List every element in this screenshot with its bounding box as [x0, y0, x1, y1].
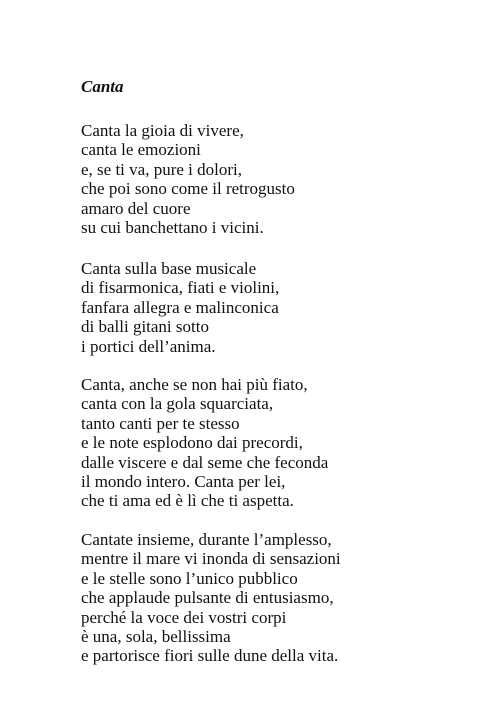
poem-line: di fisarmonica, fiati e violini, [81, 278, 280, 298]
poem-line: è una, sola, bellissima [81, 627, 231, 647]
stanza-4 [81, 530, 341, 666]
poem-line: fanfara allegra e malinconica [81, 297, 279, 317]
poem-line: canta le emozioni [81, 140, 201, 160]
poem-line: e le stelle sono l’unico pubblico [81, 568, 298, 588]
poem-line: perché la voce dei vostri corpi [81, 607, 287, 627]
poem-line: che ti ama ed è lì che ti aspetta. [81, 491, 294, 511]
poem-line: e le note esplodono dai precordi, [81, 433, 303, 453]
poem-line: Canta sulla base musicale [81, 259, 257, 278]
stanza-1 [81, 121, 295, 237]
poem-line: canta con la gola squarciata, [81, 394, 274, 414]
poem-line: e partorisce fiori sulle dune della vita. [81, 646, 339, 666]
poem-line: che applaude pulsante di entusiasmo, [81, 588, 334, 608]
poem-line: e, se ti va, pure i dolori, [81, 159, 242, 179]
poem-line: il mondo intero. Canta per lei, [81, 472, 286, 492]
poem-title: Canta [81, 77, 124, 96]
poem-line: Canta la gioia di vivere, [81, 121, 244, 140]
poem-line: amaro del cuore [81, 198, 191, 218]
poem-line: che poi sono come il retrogusto [81, 179, 295, 199]
poem-line: su cui banchettano i vicini. [81, 218, 264, 238]
poem-line: i portici dell’anima. [81, 336, 216, 356]
poem-line: tanto canti per te stesso [81, 413, 240, 433]
poem-line: Cantate insieme, durante l’amplesso, [81, 530, 332, 549]
stanza-3 [81, 375, 328, 511]
poem-line: dalle viscere e dal seme che feconda [81, 452, 329, 472]
poem-line: di balli gitani sotto [81, 317, 209, 337]
poem-line: Canta, anche se non hai più fiato, [81, 375, 308, 394]
stanza-2 [81, 259, 279, 356]
poem-line: mentre il mare vi inonda di sensazioni [81, 549, 341, 569]
